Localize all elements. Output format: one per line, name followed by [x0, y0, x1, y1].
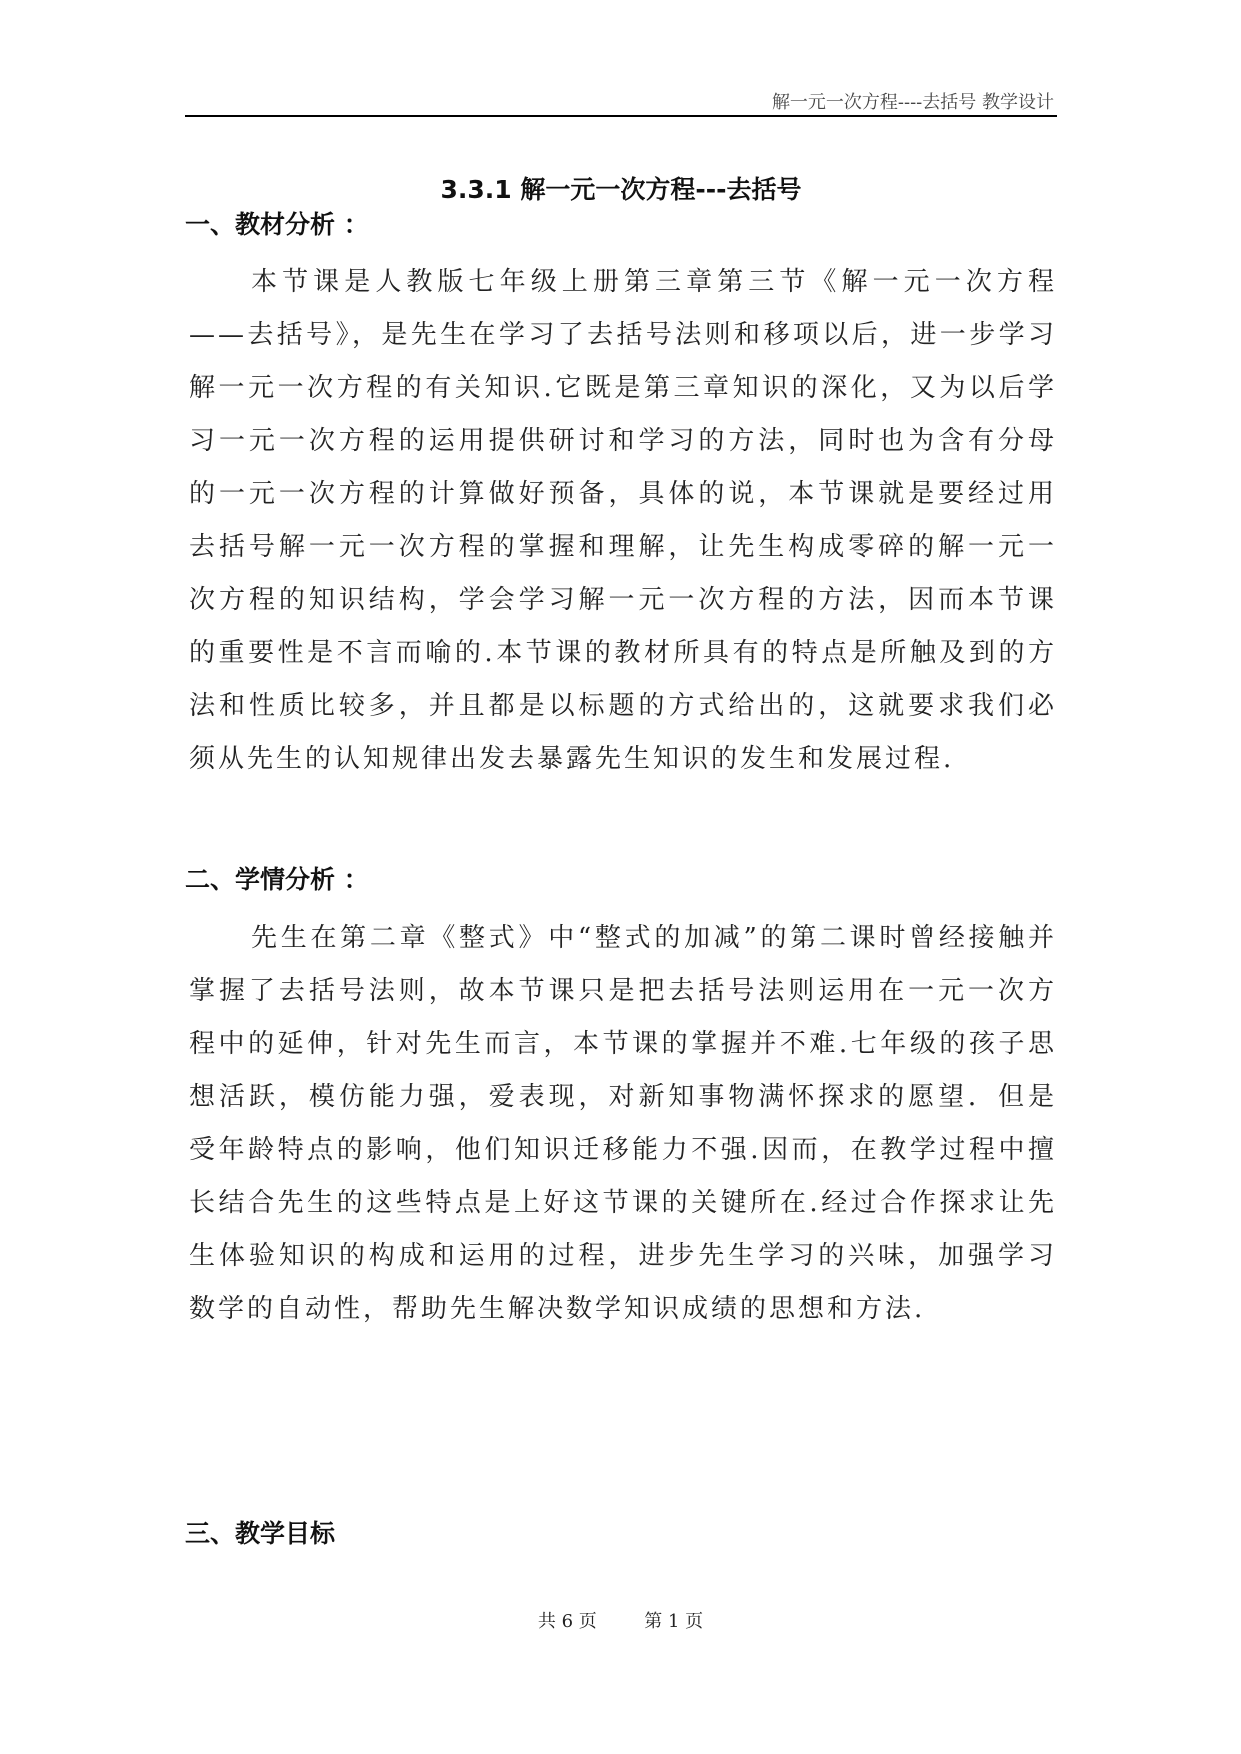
section-paragraph-student-analysis: 先生在第二章《整式》中“整式的加减”的第二课时曾经接触并掌握了去括号法则，故本节课只是把去括号法则运用在一元一次方程中的延伸，针对先生而言，本节课的掌握并不难.七年级的孩子思想活跃，模仿能力强，爱表现，对新知事物满怀探求的愿望．但是受年龄特点的影响，他们知识迁移能力不强.因而，在教学过程中擅长结合先生的这些特点是上好这节课的关键所在.经过合作探求让先生体验知识的构成和运用的过程，进步先生学习的兴味，加强学习数学的自动性，帮助先生解决数学知识成绩的思想和方法. [189, 923, 1057, 1324]
section-paragraph-textbook-analysis: 本节课是人教版七年级上册第三章第三节《解一元一次方程——去括号》，是先生在学习了去括号法则和移项以后，进一步学习解一元一次方程的有关知识.它既是第三章知识的深化，又为以后学习一元一次方程的运用提供研讨和学习的方法，同时也为含有分母的一元一次方程的计算做好预备，具体的说，本节课就是要经过用去括号解一元一次方程的掌握和理解，让先生构成零碎的解一元一次方程的知识结构，学会学习解一元一次方程的方法，因而本节课的重要性是不言而喻的.本节课的教材所具有的特点是所触及到的方法和性质比较多，并且都是以标题的方式给出的，这就要求我们必须从先生的认知规律出发去暴露先生知识的发生和发展过程. [189, 267, 1057, 774]
running-header: 解一元一次方程----去括号 教学设计 [771, 92, 1054, 113]
section-heading-teaching-objectives: 三、教学目标 [185, 1519, 336, 1548]
document-title: 3.3.1 解一元一次方程---去括号 [440, 175, 802, 204]
section-heading-textbook-analysis: 一、教材分析 ： [185, 210, 369, 239]
section-heading-student-analysis: 二、学情分析 ： [185, 865, 369, 894]
footer-current-page: 第 1 页 [644, 1611, 704, 1632]
header-rule [185, 115, 1057, 117]
footer-total-pages: 共 6 页 [537, 1611, 597, 1632]
page-footer [0, 1607, 1241, 1633]
